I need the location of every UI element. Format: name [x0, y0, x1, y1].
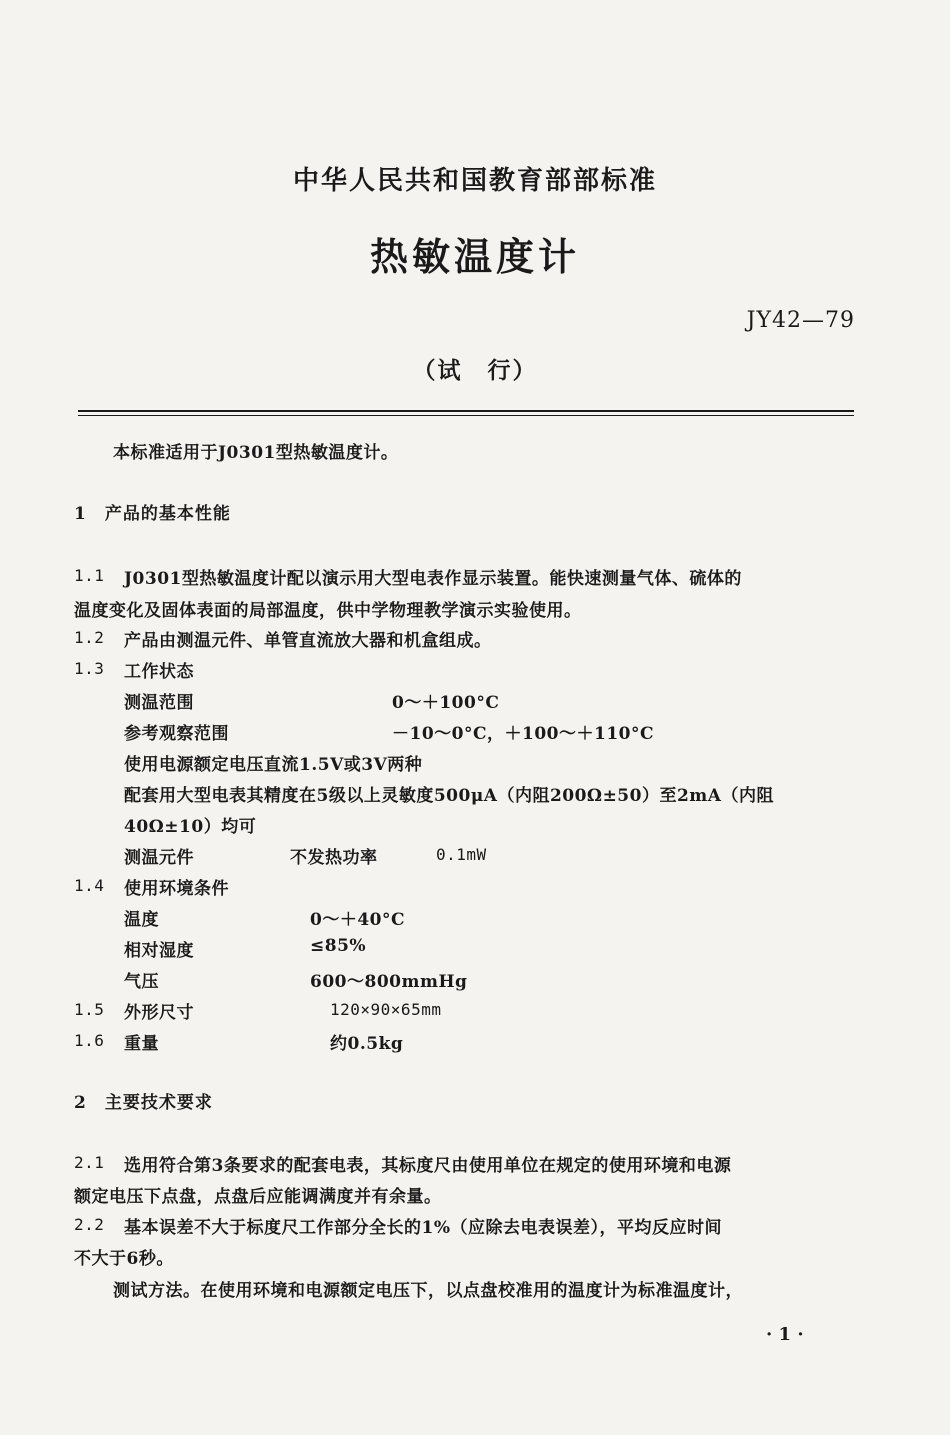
- temperature-value: 0～＋40°C: [310, 910, 406, 930]
- intro-text: 本标准适用于J0301型热敏温度计。: [113, 443, 399, 463]
- clause-1-5-number: 1.5: [74, 1000, 105, 1019]
- trial-label: （试 行）: [412, 357, 538, 384]
- pressure-label: 气压: [124, 972, 159, 992]
- standard-code: JY42—79: [746, 308, 855, 333]
- range-label: 测温范围: [124, 693, 194, 713]
- reference-range-value: －10～0°C，＋100～＋110°C: [392, 724, 655, 744]
- humidity-label: 相对湿度: [124, 941, 194, 961]
- meter-spec-line1: 配套用大型电表其精度在5级以上灵敏度500μA（内阻200Ω±50）至2mA（内阻: [124, 786, 774, 806]
- clause-1-1-line2: 温度变化及固体表面的局部温度，供中学物理教学演示实验使用。: [74, 601, 582, 621]
- header-rule-top: [78, 410, 854, 412]
- clause-1-6-number: 1.6: [74, 1031, 105, 1050]
- weight-value: 约0.5kg: [330, 1034, 404, 1054]
- section-2-heading: 2 主要技术要求: [74, 1093, 213, 1113]
- clause-1-2-text: 产品由测温元件、单管直流放大器和机盒组成。: [124, 631, 492, 651]
- clause-1-5-text: 外形尺寸: [124, 1003, 194, 1023]
- clause-1-4-text: 使用环境条件: [124, 879, 229, 899]
- element-power-label: 不发热功率: [290, 848, 378, 868]
- clause-1-2-number: 1.2: [74, 628, 105, 647]
- element-label: 测温元件: [124, 848, 194, 868]
- page-number: · 1 ·: [766, 1324, 804, 1345]
- meter-spec-line2: 40Ω±10）均可: [124, 817, 257, 837]
- clause-2-2-line1: 基本误差不大于标度尺工作部分全长的1%（应除去电表误差），平均反应时间: [124, 1218, 722, 1238]
- section-1-heading: 1 产品的基本性能: [74, 504, 231, 524]
- clause-2-1-line2: 额定电压下点盘，点盘后应能调满度并有余量。: [74, 1187, 442, 1207]
- doc-title: 热敏温度计: [369, 234, 580, 279]
- dimensions-value: 120×90×65mm: [330, 1000, 442, 1019]
- clause-1-1-line1: J0301型热敏温度计配以演示用大型电表作显示装置。能快速测量气体、硫体的: [124, 569, 742, 589]
- clause-2-1-line1: 选用符合第3条要求的配套电表，其标度尺由使用单位在规定的使用环境和电源: [124, 1156, 732, 1176]
- clause-1-4-number: 1.4: [74, 876, 105, 895]
- range-value: 0～＋100°C: [392, 693, 500, 713]
- humidity-value: ≤85%: [310, 936, 367, 956]
- clause-2-1-number: 2.1: [74, 1153, 105, 1172]
- clause-2-2-line2: 不大于6秒。: [74, 1249, 174, 1269]
- test-method-text: 测试方法。在使用环境和电源额定电压下，以点盘校准用的温度计为标准温度计，: [113, 1281, 743, 1301]
- power-supply-text: 使用电源额定电压直流1.5V或3V两种: [124, 755, 423, 775]
- temperature-label: 温度: [124, 910, 159, 930]
- reference-range-label: 参考观察范围: [124, 724, 229, 744]
- clause-1-3-text: 工作状态: [124, 662, 194, 682]
- clause-2-2-number: 2.2: [74, 1215, 105, 1234]
- pressure-value: 600～800mmHg: [310, 972, 468, 992]
- clause-1-3-number: 1.3: [74, 659, 105, 678]
- header-rule-bottom: [78, 415, 854, 416]
- element-power-value: 0.1mW: [436, 845, 487, 864]
- clause-1-6-text: 重量: [124, 1034, 159, 1054]
- clause-1-1-number: 1.1: [74, 566, 105, 585]
- org-title: 中华人民共和国教育部部标准: [292, 166, 657, 196]
